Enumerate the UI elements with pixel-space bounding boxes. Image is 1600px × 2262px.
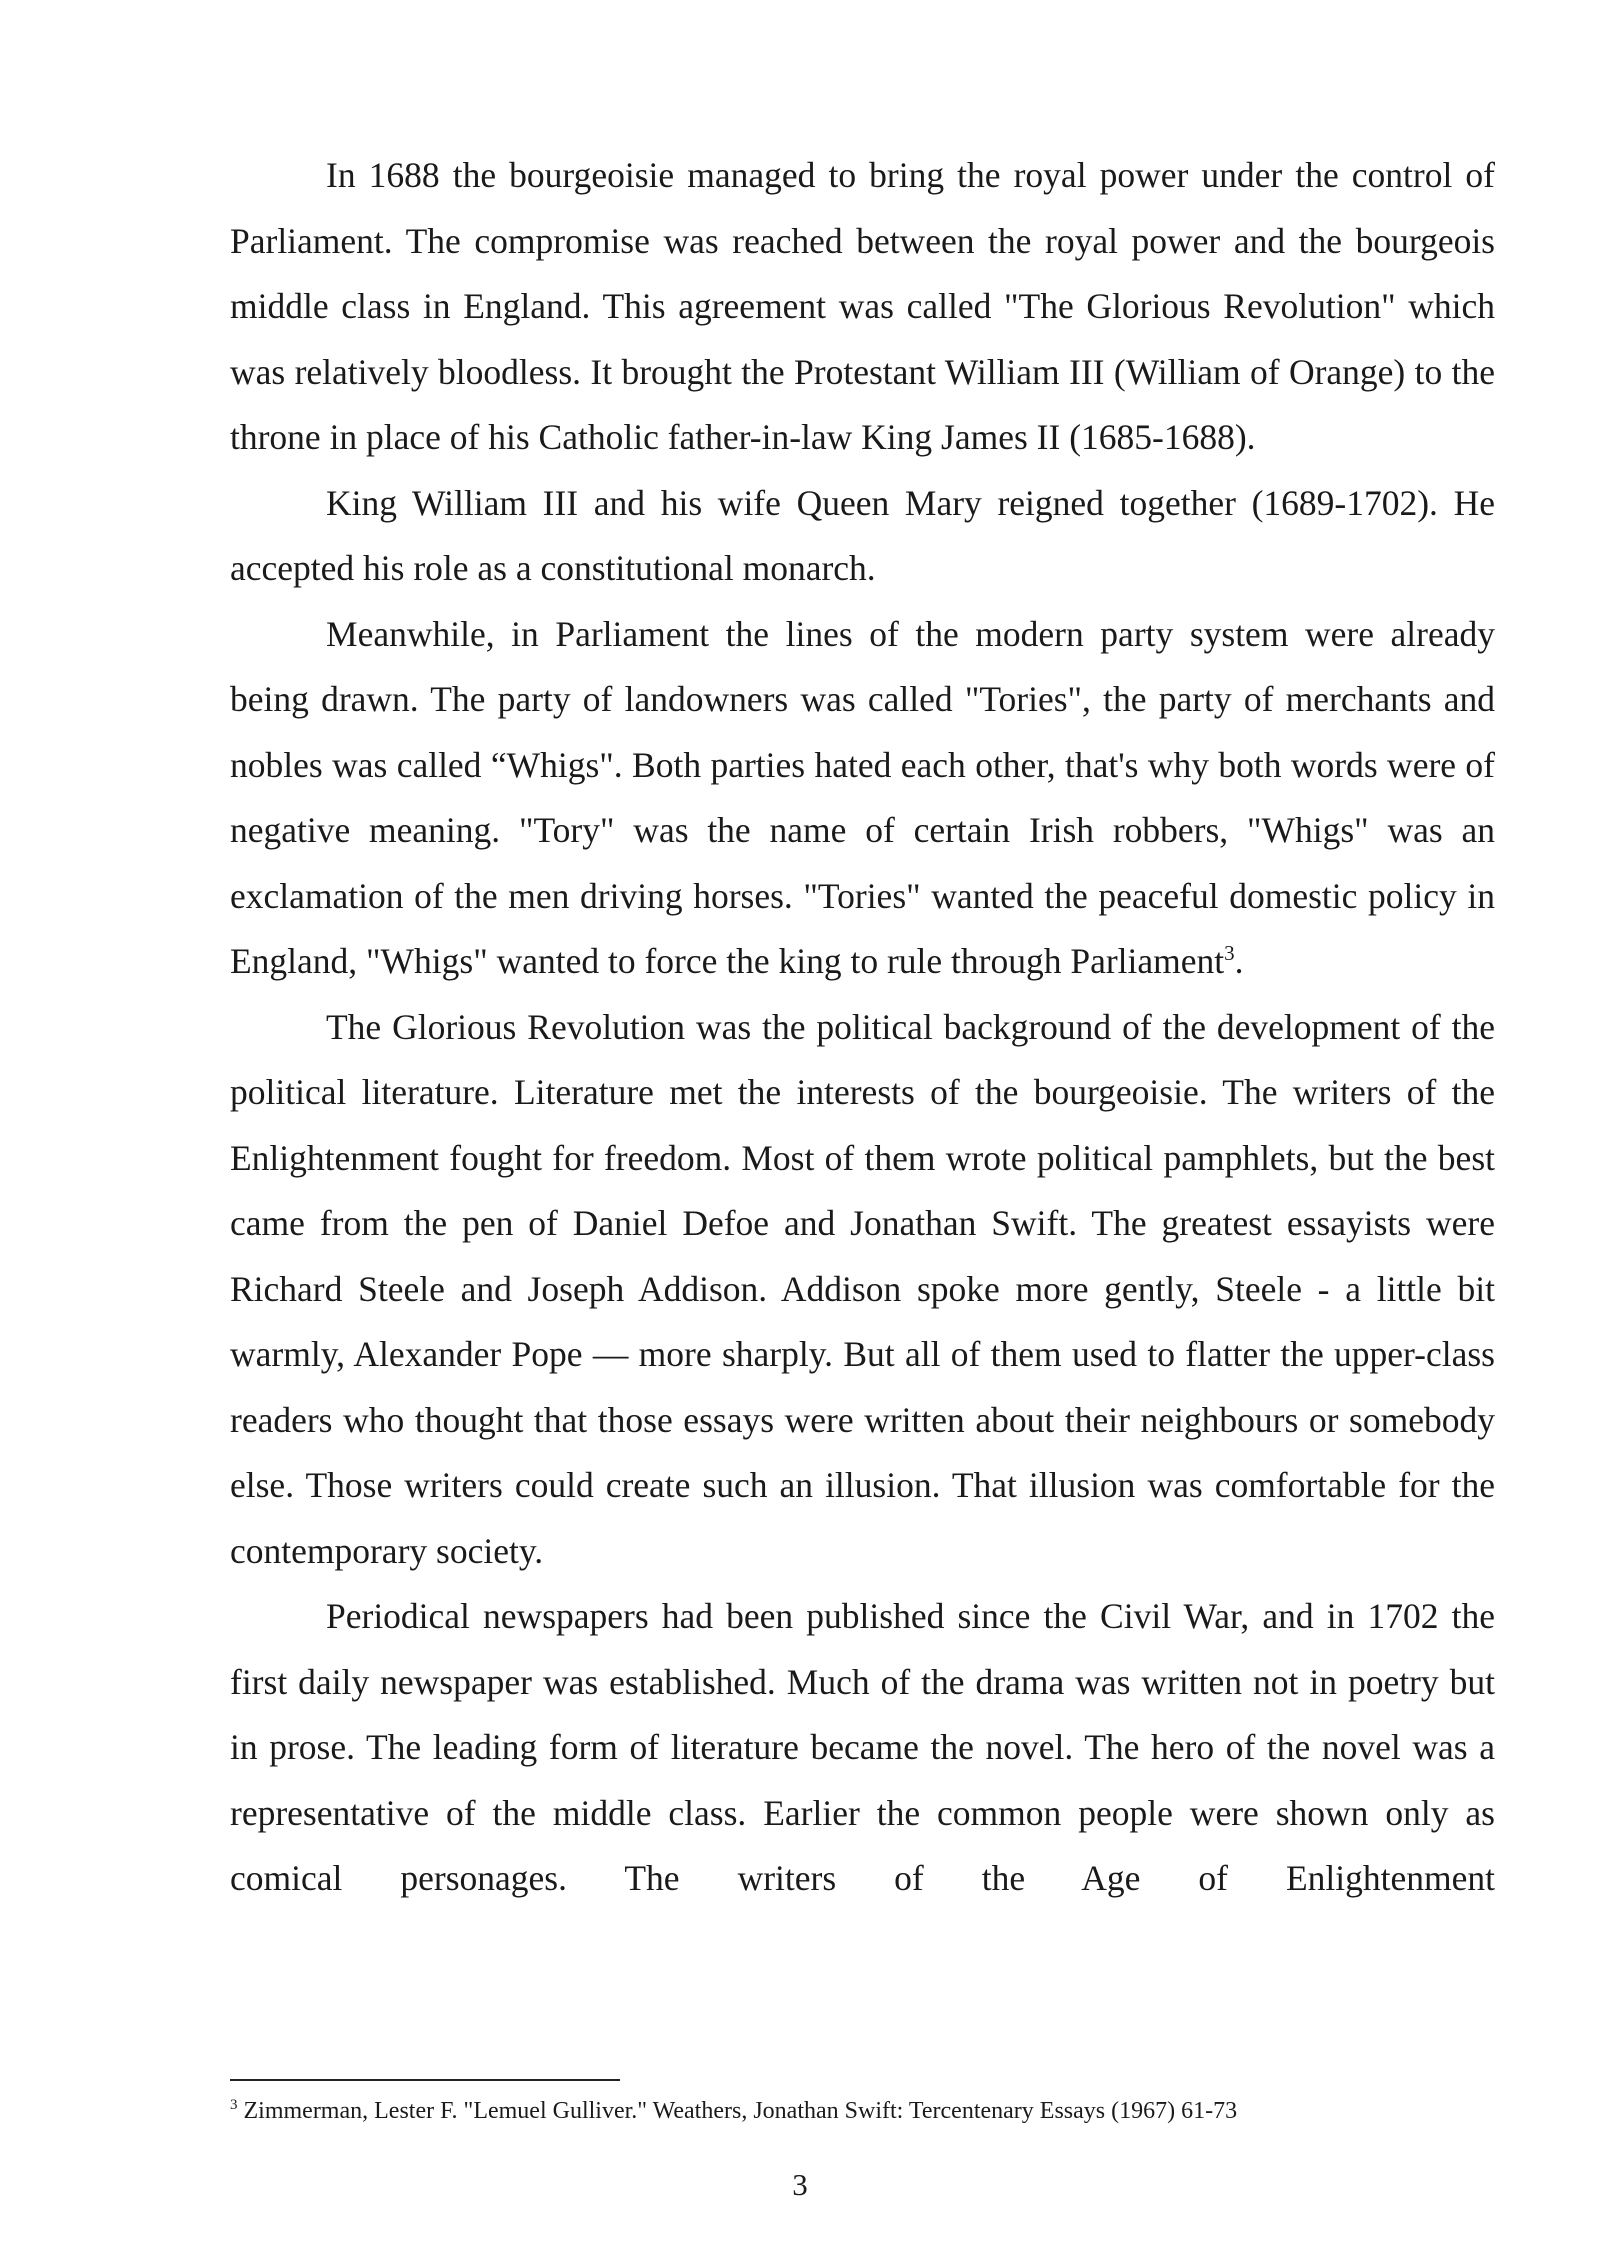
paragraph-party-system-text: Meanwhile, in Parliament the lines of the modern party system were already being drawn. The party of landowners was called "Tories", the party of merchants and nobles was called “Whigs". Both parties hated each other, that's why both words were of negative meaning. "Tory" was the name of certain Irish robbers, "Whigs" was an exclamation of the men driving horses. "Tories" wanted the peaceful domestic policy in England, "Whigs" wanted to force the king to rule through Parliament xyxy=(230,613,1495,981)
footnote-text: Zimmerman, Lester F. "Lemuel Gulliver." Weathers, Jonathan Swift: Tercentenary Essays (1967) 61-73 xyxy=(237,2098,1238,2124)
paragraph-william-and-mary: King William III and his wife Queen Mary reigned together (1689-1702). He accepted his role as a constitutional monarch. xyxy=(230,482,1495,588)
page-number: 3 xyxy=(792,2167,808,2202)
paragraph-party-system-end: . xyxy=(1234,941,1244,981)
paragraph-newspapers-novel: Periodical newspapers had been published since the Civil War, and in 1702 the first daily newspaper was established. Much of the drama was written not in poetry but in prose. The leading form of literature became the novel. The hero of the novel was a representative of the middle class. Earlier the common people were shown only as comical personages. The writers of the Age of Enlightenment xyxy=(230,1596,1495,1898)
paragraph-glorious-revolution: In 1688 the bourgeoisie managed to bring the royal power under the control of Parliament. The compromise was reached between the royal power and the bourgeois middle class in England. This agreement was called "The Glorious Revolution" which was relatively bloodless. It brought the Protestant William III (William of Orange) to the throne in place of his Catholic father-in-law King James II (1685-1688). xyxy=(230,155,1495,457)
paragraph-party-system xyxy=(230,602,1495,995)
footnote xyxy=(230,2094,1495,2128)
body-text xyxy=(230,143,1495,1912)
footnote-separator xyxy=(230,2079,620,2081)
footnote-mark: 3 xyxy=(230,2097,238,2113)
footnote-reference[interactable]: 3 xyxy=(1224,941,1235,966)
paragraph-political-literature: The Glorious Revolution was the political background of the development of the political literature. Literature met the interests of the bourgeoisie. The writers of the Enlightenment fought for freedom. Most of them wrote political pamphlets, but the best came from the pen of Daniel Defoe and Jonathan Swift. The greatest essayists were Richard Steele and Joseph Addison. Addison spoke more gently, Steele - a little bit warmly, Alexander Pope — more sharply. But all of them used to flatter the upper-class readers who thought that those essays were written about their neighbours or somebody else. Those writers could create such an illusion. That illusion was comfortable for the contemporary society. xyxy=(230,1006,1495,1571)
